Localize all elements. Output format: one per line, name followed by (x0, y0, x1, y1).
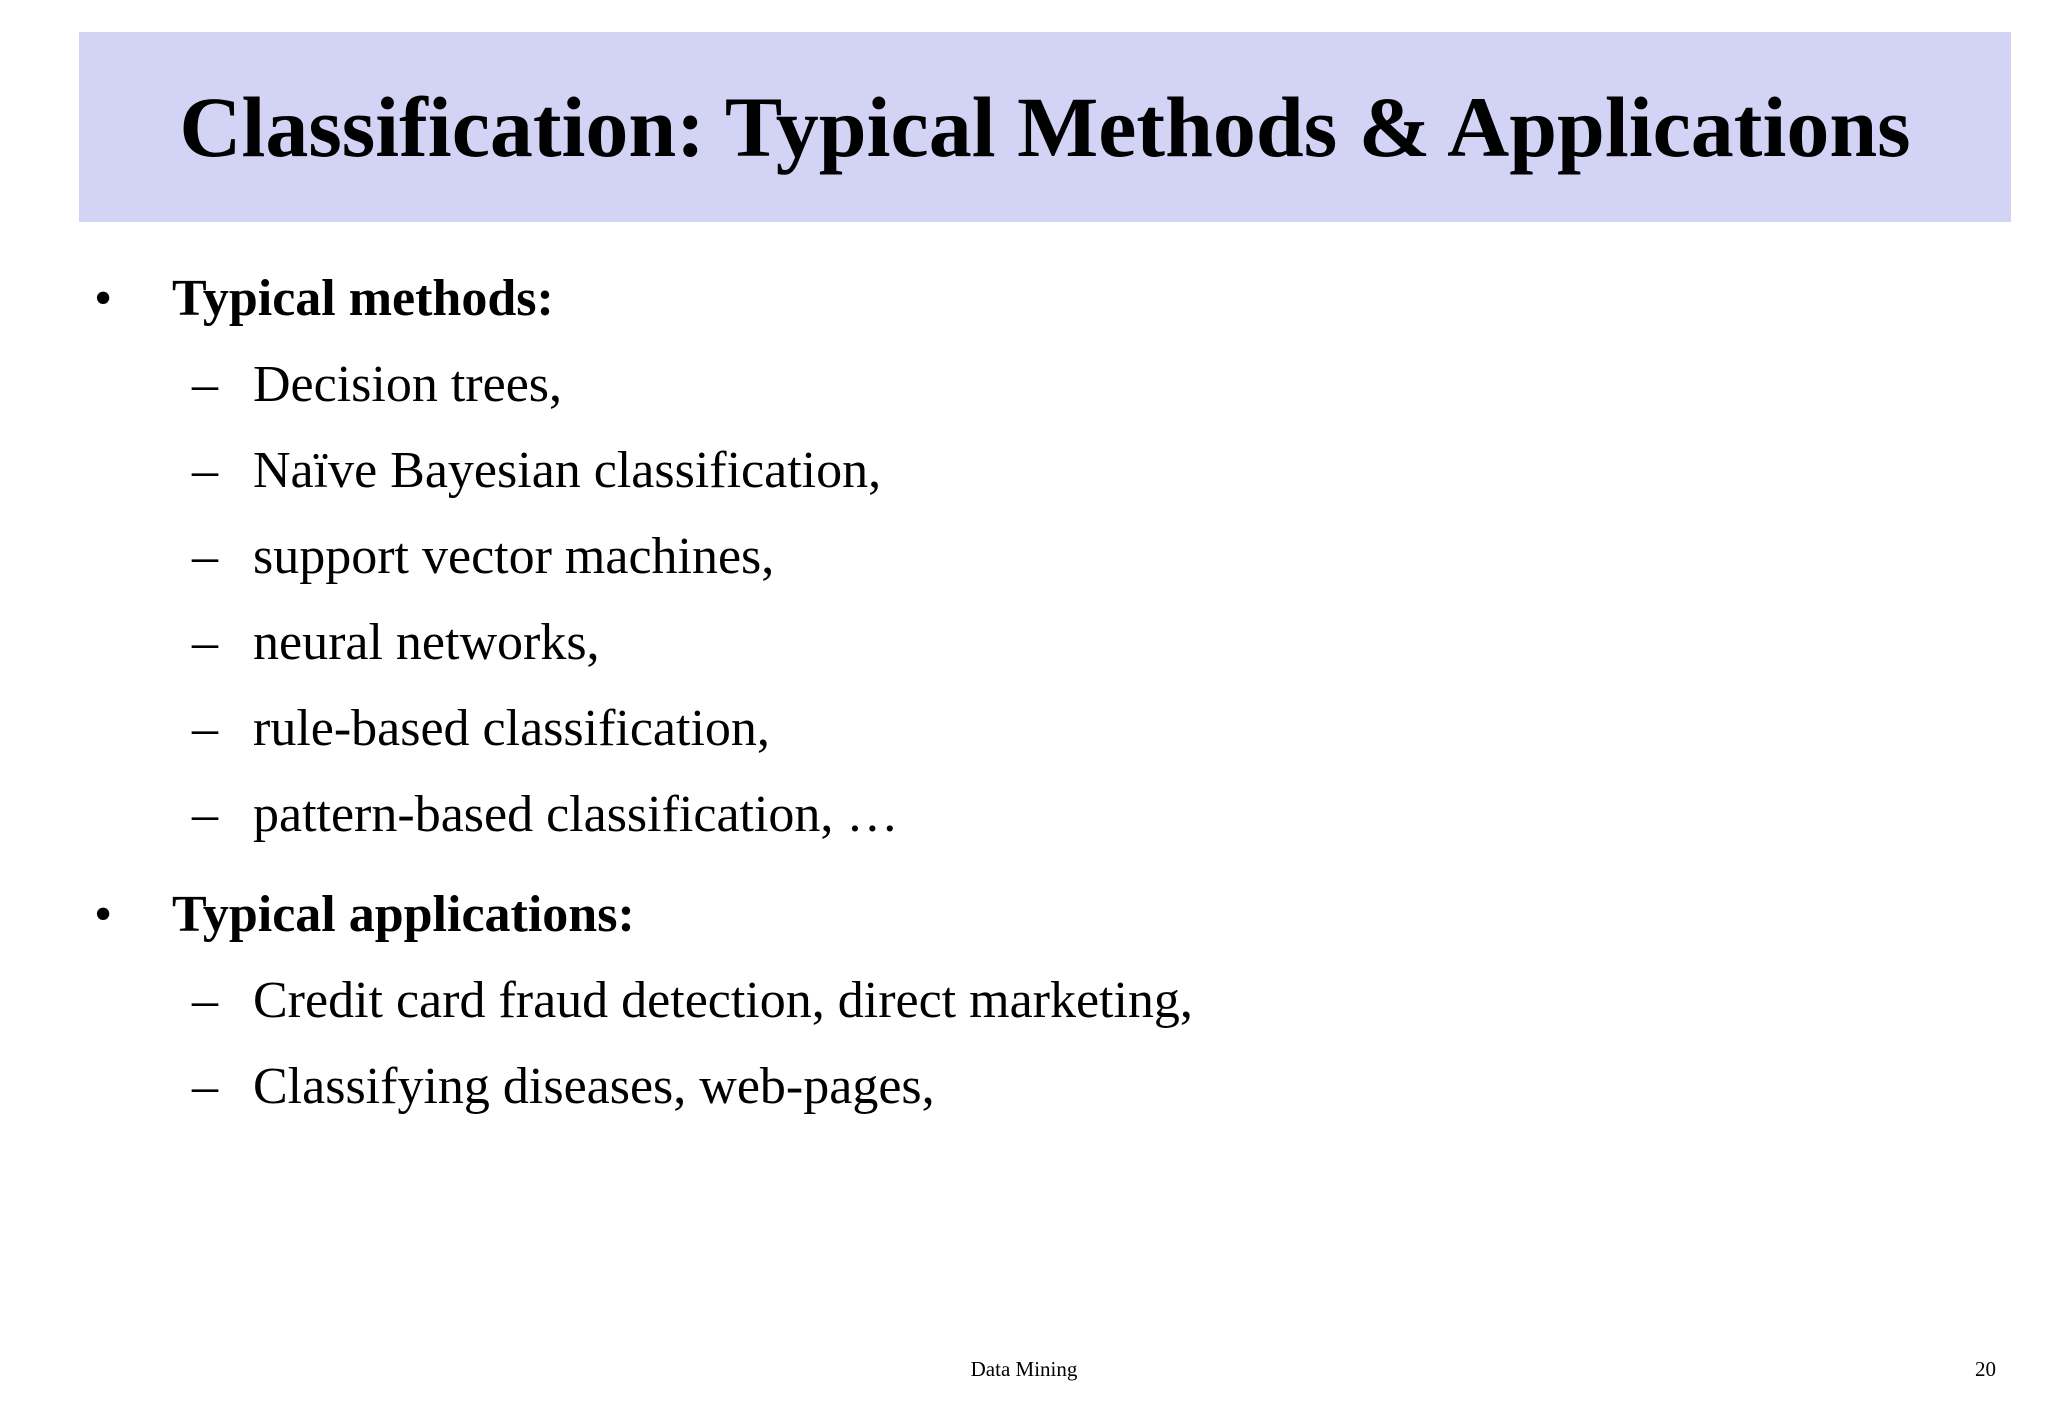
method-item: support vector machines, (253, 528, 775, 585)
list-item (0, 608, 2048, 678)
title-band (79, 32, 2011, 222)
method-item: pattern-based classification, … (253, 786, 899, 843)
section-heading-methods: Typical methods: (172, 270, 554, 327)
application-item: Classifying diseases, web-pages, (253, 1058, 935, 1115)
method-item: neural networks, (253, 614, 600, 671)
slide-title: Classification: Typical Methods & Applications (179, 79, 1911, 175)
method-item: Decision trees, (253, 356, 563, 413)
list-item (0, 694, 2048, 764)
dash-marker: – (192, 356, 218, 413)
dash-marker: – (192, 528, 218, 585)
list-item (0, 522, 2048, 592)
bullet-marker: • (94, 270, 113, 327)
dash-marker: – (192, 786, 218, 843)
section-applications (0, 880, 2048, 950)
dash-marker: – (192, 1058, 218, 1115)
list-item (0, 436, 2048, 506)
list-item (0, 966, 2048, 1036)
dash-marker: – (192, 442, 218, 499)
list-item (0, 780, 2048, 850)
dash-marker: – (192, 972, 218, 1029)
application-item: Credit card fraud detection, direct marketing, (253, 972, 1193, 1029)
section-heading-applications: Typical applications: (172, 886, 635, 943)
dash-marker: – (192, 614, 218, 671)
list-item (0, 350, 2048, 420)
section-methods (0, 264, 2048, 334)
footer-course-title: Data Mining (970, 1357, 1078, 1381)
bullet-marker: • (94, 886, 113, 943)
method-item: rule-based classification, (253, 700, 770, 757)
dash-marker: – (192, 700, 218, 757)
page-number: 20 (1975, 1357, 1996, 1381)
method-item: Naïve Bayesian classification, (253, 442, 882, 499)
list-item (0, 1052, 2048, 1122)
